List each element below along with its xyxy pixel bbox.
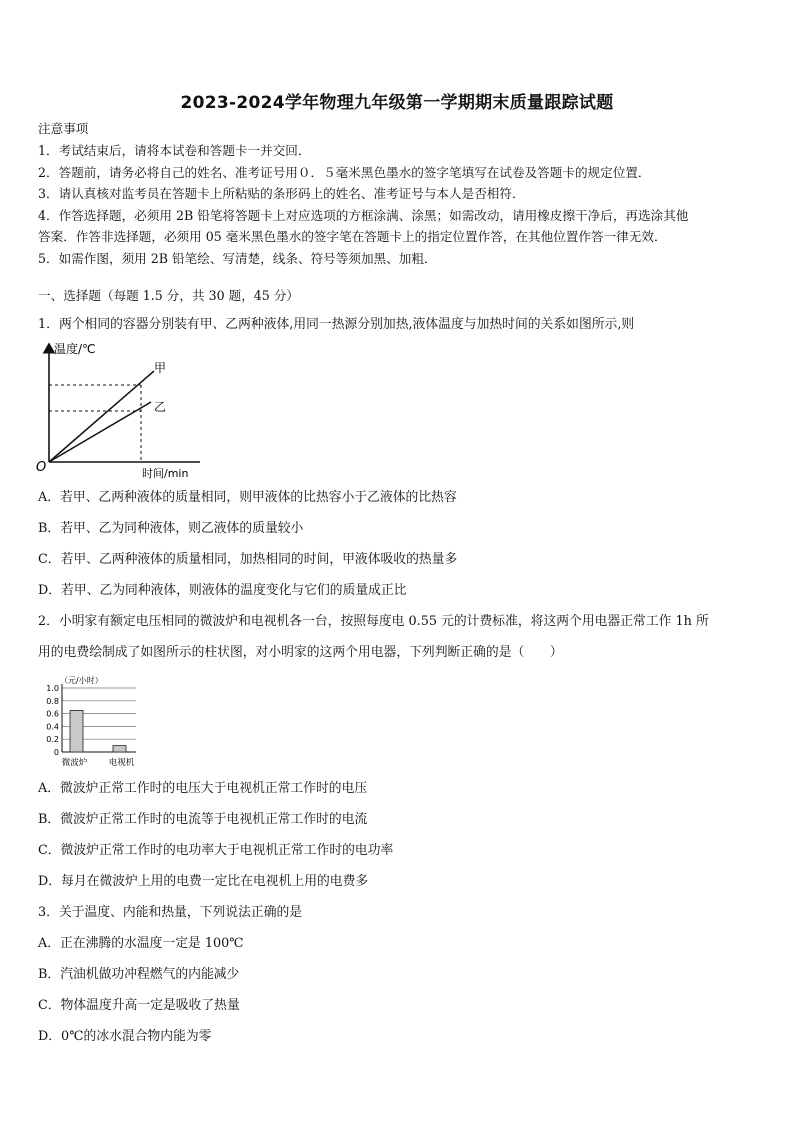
chart-tick-label: 0 <box>53 748 59 757</box>
chart-bar <box>70 710 83 752</box>
y-axis-label: 温度/℃ <box>54 342 96 356</box>
option: B．若甲、乙为同种液体，则乙液体的质量较小 <box>38 521 304 536</box>
option: D．0℃的冰水混合物内能为零 <box>38 1029 212 1044</box>
chart-category-label: 电视机 <box>108 758 135 768</box>
chart-tick-label: 0.8 <box>46 696 59 706</box>
option: C．若甲、乙两种液体的质量相同，加热相同的时间，甲液体吸收的热量多 <box>38 552 458 567</box>
electricity-cost-bar-chart <box>36 674 148 768</box>
notice-item: 5．如需作图，须用 2B 铅笔绘、写清楚，线条、符号等须加黑、加粗． <box>38 251 437 266</box>
option: A．微波炉正常工作时的电压大于电视机正常工作时的电压 <box>38 781 368 796</box>
option: B．微波炉正常工作时的电流等于电视机正常工作时的电流 <box>38 812 368 827</box>
chart-tick-label: 0.6 <box>46 709 59 719</box>
chart-tick-label: 0.4 <box>46 722 59 732</box>
chart-bar <box>113 746 126 752</box>
line-jia-label: 甲 <box>154 361 167 375</box>
temperature-time-graph <box>34 338 204 480</box>
chart-tick-label: 0.2 <box>46 735 59 745</box>
question-3-stem: 3．关于温度、内能和热量，下列说法正确的是 <box>38 905 303 920</box>
chart-category-label: 微波炉 <box>61 758 88 768</box>
line-yi-label: 乙 <box>154 400 167 414</box>
question-2-stem: 用的电费绘制成了如图所示的柱状图，对小明家的这两个用电器，下列判断正确的是（ ） <box>38 645 563 660</box>
section-heading: 一、选择题（每题 1.5 分，共 30 题，45 分） <box>38 288 300 303</box>
chart-ylabel: （元/小时） <box>60 676 103 685</box>
page-title: 2023-2024学年物理九年级第一学期期末质量跟踪试题 <box>180 93 614 113</box>
question-2-stem: 2．小明家有额定电压相同的微波炉和电视机各一台，按照每度电 0.55 元的计费标准，将这两个用电器正常工作 1h 所 <box>38 614 709 629</box>
option: C．微波炉正常工作时的电功率大于电视机正常工作时的电功率 <box>38 843 394 858</box>
notice-item: 答案．作答非选择题，必须用 05 毫米黑色墨水的签字笔在答题卡上的指定位置作答，在其他位置作答一律无效． <box>38 229 667 244</box>
option: D．若甲、乙为同种液体，则液体的温度变化与它们的质量成正比 <box>38 583 407 598</box>
option: A．若甲、乙两种液体的质量相同，则甲液体的比热容小于乙液体的比热容 <box>38 490 457 505</box>
option: C．物体温度升高一定是吸收了热量 <box>38 998 240 1013</box>
notice-item: 1．考试结束后，请将本试卷和答题卡一并交回． <box>38 143 311 158</box>
x-axis-label: 时间/min <box>142 467 189 480</box>
option: D．每月在微波炉上用的电费一定比在电视机上用的电费多 <box>38 874 369 889</box>
notice-item: 3．请认真核对监考员在答题卡上所粘贴的条形码上的姓名、准考证号与本人是否相符． <box>38 186 525 201</box>
notice-item: 2．答题前，请务必将自己的姓名、准考证号用０．５毫米黑色墨水的签字笔填写在试卷及答题卡的规定位置． <box>38 165 651 180</box>
question-1-stem: 1．两个相同的容器分别装有甲、乙两种液体,用同一热源分别加热,液体温度与加热时间的关系如图所示,则 <box>38 317 635 332</box>
option: A．正在沸腾的水温度一定是 100℃ <box>38 936 244 951</box>
notice-heading: 注意事项 <box>38 121 89 136</box>
option: B．汽油机做功冲程燃气的内能减少 <box>38 967 240 982</box>
line-jia <box>49 371 154 462</box>
origin-label: O <box>36 460 47 475</box>
notice-item: 4．作答选择题，必须用 2B 铅笔将答题卡上对应选项的方框涂满、涂黑；如需改动，请用橡皮擦干净后，再选涂其他 <box>38 208 689 223</box>
chart-tick-label: 1.0 <box>46 684 59 693</box>
